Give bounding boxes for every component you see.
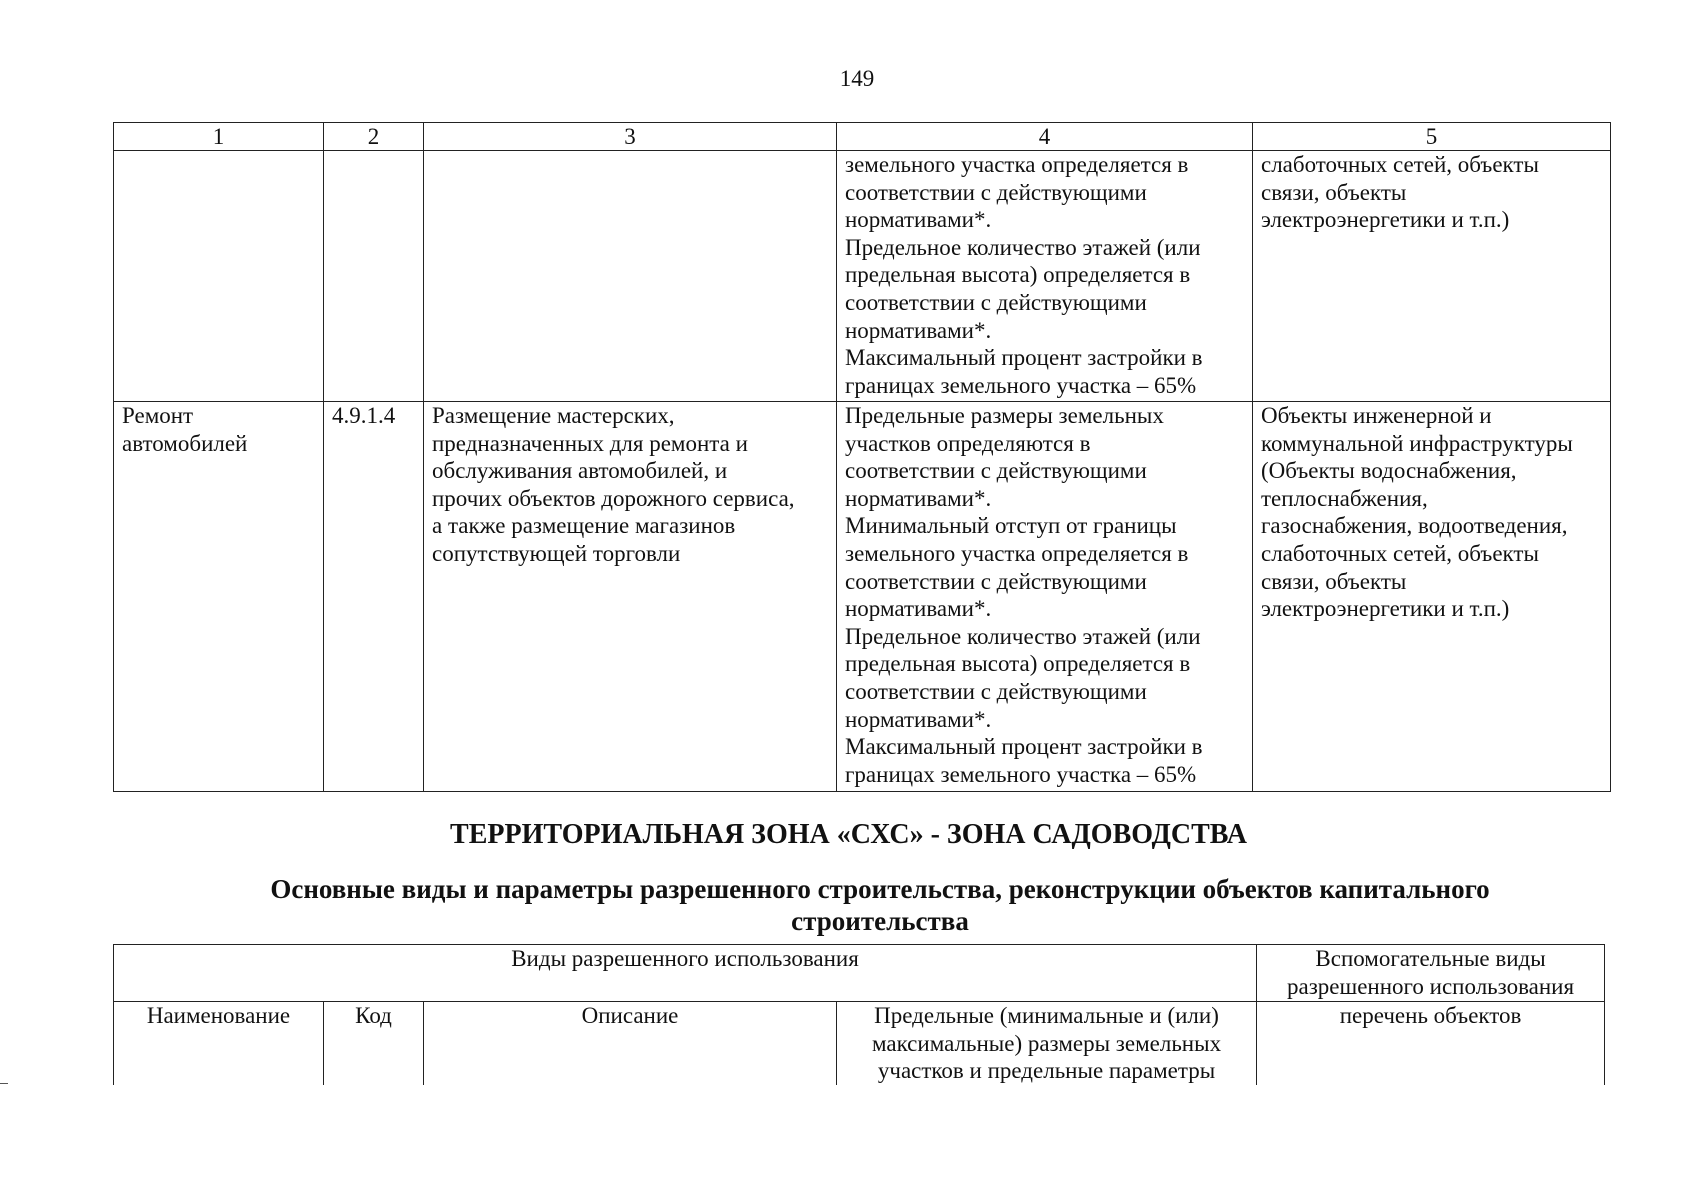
page-number: 149 <box>839 66 875 91</box>
column-number-4: 4 <box>837 123 1253 151</box>
use-name-cell: Ремонт автомобилей <box>114 402 324 792</box>
use-description-cell: Размещение мастерских, предназначенных для ремонта и обслуживания автомобилей, и прочих объектов дорожного сервиса, а также размещение магазинов сопутствующей торговли <box>424 402 837 792</box>
table-row <box>114 151 1611 402</box>
table-row <box>114 402 1611 792</box>
use-code-cell: 4.9.1.4 <box>324 402 424 792</box>
use-description-cell <box>424 151 837 402</box>
column-header-code: Код <box>324 1002 424 1086</box>
auxiliary-uses-cell: слаботочных сетей, объекты связи, объекты электроэнергетики и т.п.) <box>1253 151 1611 402</box>
column-number-2: 2 <box>324 123 424 151</box>
table-column-header-row <box>114 1002 1605 1086</box>
column-header-parameters: Предельные (минимальные и (или) максимальные) размеры земельных участков и предельные параметры <box>837 1002 1257 1086</box>
use-code-cell <box>324 151 424 402</box>
column-header-name: Наименование <box>114 1002 324 1086</box>
use-parameters-cell: Предельные размеры земельных участков определяются в соответствии с действующими нормативами*. Минимальный отступ от границы земельного участка определяется в соответствии с действующими нормативами*. Предельное количество этажей (или предельная высота) определяется в соответствии с действующими нормативами*. Максимальный процент застройки в границах земельного участка – 65% <box>837 402 1253 792</box>
zone-title: ТЕРРИТОРИАЛЬНАЯ ЗОНА «СХС» - ЗОНА САДОВОДСТВА <box>450 819 1247 850</box>
zoning-table-continued <box>113 122 1611 792</box>
auxiliary-uses-header: Вспомогательные виды разрешенного использования <box>1257 945 1605 1002</box>
column-number-1: 1 <box>114 123 324 151</box>
auxiliary-uses-cell: Объекты инженерной и коммунальной инфраструктуры (Объекты водоснабжения, теплоснабжения, газоснабжения, водоотведения, слаботочных сетей, объекты связи, объекты электроэнергетики и т.п.) <box>1253 402 1611 792</box>
scan-edge-mark <box>0 1083 8 1084</box>
column-number-5: 5 <box>1253 123 1611 151</box>
garden-zone-table <box>113 944 1605 1086</box>
permitted-uses-header: Виды разрешенного использования <box>114 945 1257 1002</box>
column-number-row <box>114 123 1611 151</box>
use-parameters-cell: земельного участка определяется в соответствии с действующими нормативами*. Предельное количество этажей (или предельная высота) определяется в соответствии с действующими нормативами*. Максимальный процент застройки в границах земельного участка – 65% <box>837 151 1253 402</box>
use-name-cell <box>114 151 324 402</box>
column-header-objects: перечень объектов <box>1257 1002 1605 1086</box>
section-subtitle: Основные виды и параметры разрешенного строительства, реконструкции объектов капитального строительства <box>270 874 1490 936</box>
column-number-3: 3 <box>424 123 837 151</box>
table-header-row <box>114 945 1605 1002</box>
page-bottom-margin <box>0 1085 1697 1200</box>
column-header-description: Описание <box>424 1002 837 1086</box>
